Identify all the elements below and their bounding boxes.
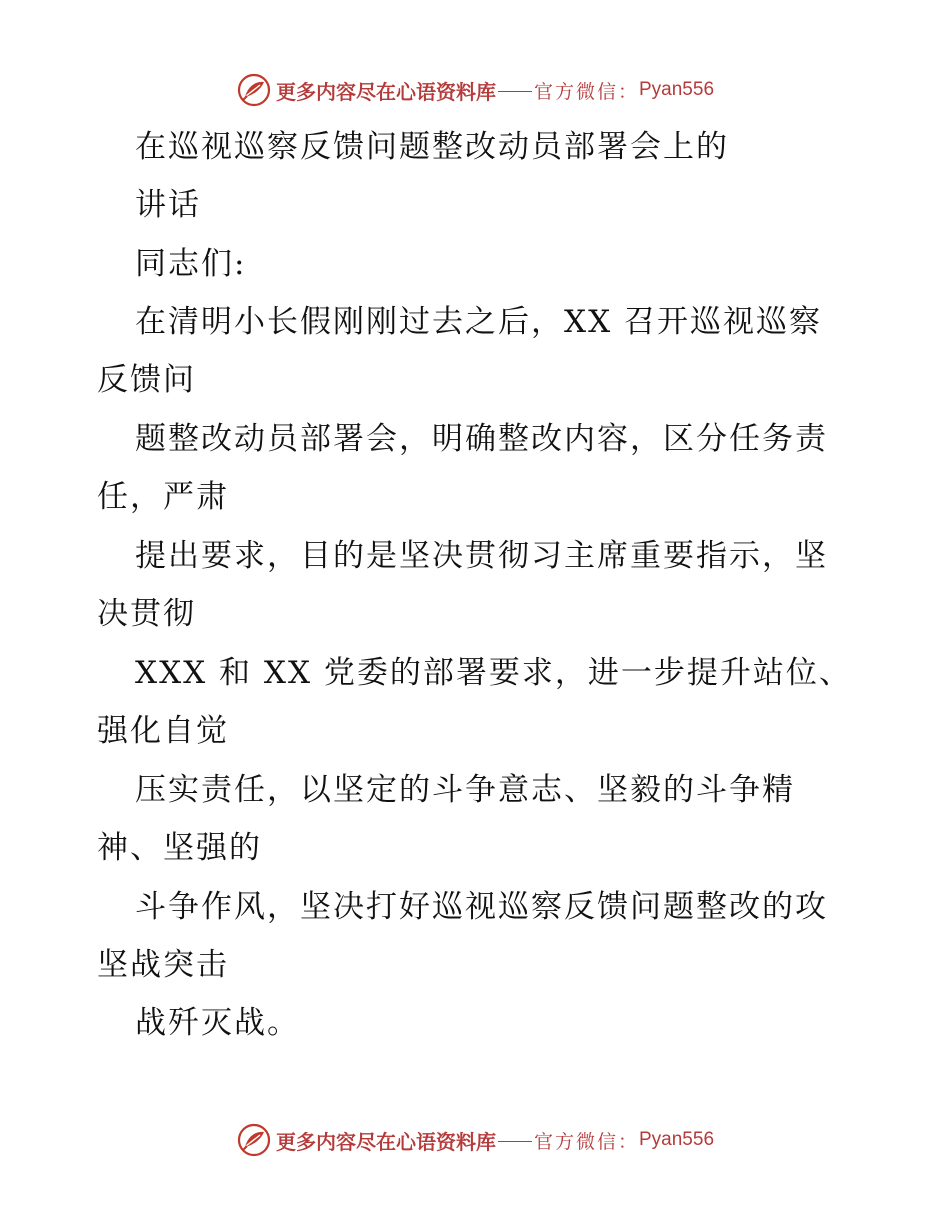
body-line: 斗争作风，坚决打好巡视巡察反馈问题整改的攻 [135, 889, 828, 925]
body-line: 战歼灭战。 [135, 1005, 300, 1041]
salutation: 同志们: [135, 246, 247, 282]
body-line: 坚战突击 [97, 947, 229, 983]
watermark-official-label: 官方微信： [533, 1130, 639, 1153]
document-title-line-1: 在巡视巡察反馈问题整改动员部署会上的 [135, 129, 729, 165]
body-line: 神、坚强的 [97, 830, 262, 866]
watermark-official-label: 官方微信： [533, 80, 639, 103]
document-title-line-2: 讲话 [135, 187, 201, 223]
logo-icon [236, 1122, 272, 1158]
body-line: 反馈问 [97, 362, 196, 398]
body-line: 题整改动员部署会，明确整改内容，区分任务责 [135, 421, 828, 457]
watermark-text: 更多内容尽在心语资料库 [275, 1129, 496, 1154]
body-line: XXX 和 XX 党委的部署要求，进一步提升站位、 [135, 655, 852, 691]
body-line: 决贯彻 [97, 596, 196, 632]
body-line: 强化自觉 [97, 713, 229, 749]
body-line: 提出要求，目的是坚决贯彻习主席重要指示，坚 [135, 538, 828, 574]
body-line: 压实责任，以坚定的斗争意志、坚毅的斗争精 [135, 772, 795, 808]
watermark-wechat-id: Pyan556 [639, 79, 715, 100]
footer-watermark [0, 1120, 950, 1160]
watermark-dash [498, 1141, 532, 1142]
body-line: 任，严肃 [97, 479, 229, 515]
watermark-text: 更多内容尽在心语资料库 [275, 79, 496, 104]
watermark-wechat-id: Pyan556 [639, 1129, 715, 1150]
body-line: 在清明小长假刚刚过去之后，XX 召开巡视巡察 [135, 304, 822, 340]
